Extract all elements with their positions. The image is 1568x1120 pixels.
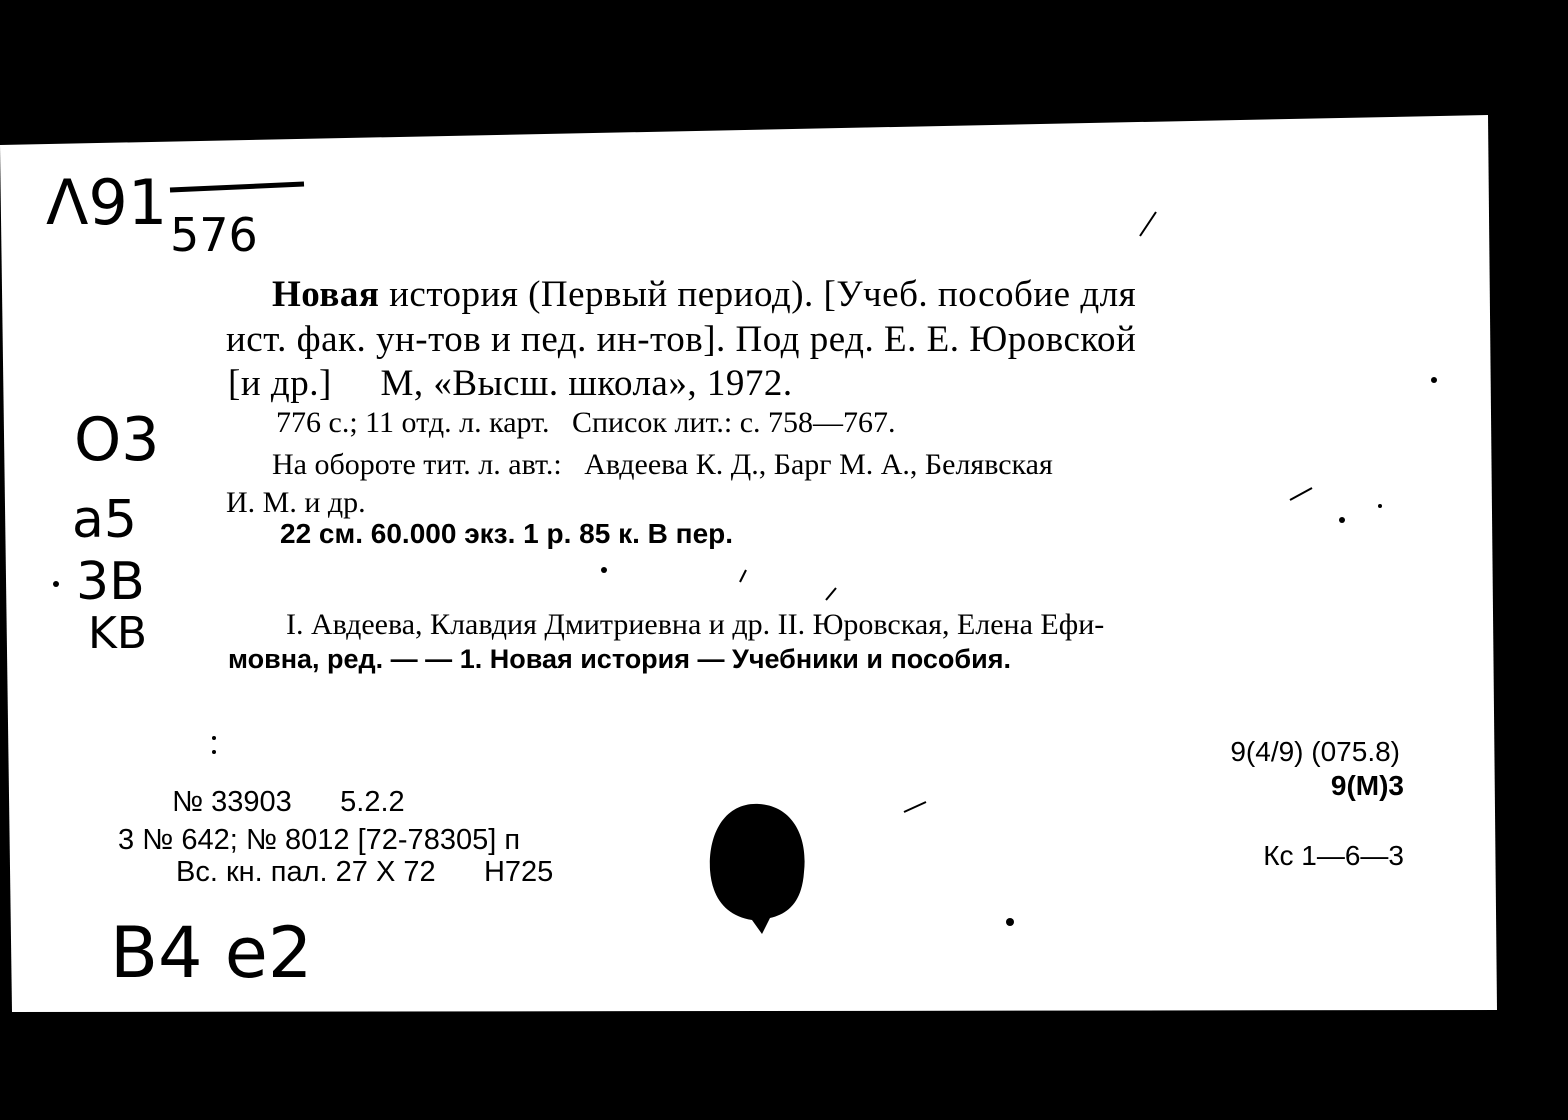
entry-line-2: ист. фак. ун-тов и пед. ин-тов]. Под ред. Е. Е. Юровской [226, 319, 1137, 360]
handwritten-bottom-code: B4 e2 [110, 912, 313, 994]
entry-line-5: На обороте тит. л. авт.: Авдеева К. Д., Барг М. А., Белявская [272, 448, 1053, 481]
entry-line-3: [и др.] М, «Высш. школа», 1972. [228, 363, 793, 404]
handwritten-o3: O3 [74, 405, 160, 475]
handwritten-3b: 3B [76, 552, 145, 612]
tracings-line-2: мовна, ред. — — 1. Новая история — Учебники и пособия. [228, 644, 1011, 674]
handwritten-a5: a5 [72, 490, 137, 550]
handwritten-kb: KB [88, 608, 148, 659]
stamp-line-1: № 33903 5.2.2 [172, 786, 405, 818]
handwritten-call-number: Λ91 [46, 166, 168, 239]
entry-line-6: И. М. и др. [226, 486, 366, 519]
entry-title-bold: Новая [272, 274, 380, 315]
entry-line-7: 22 см. 60.000 экз. 1 р. 85 к. В пер. [280, 518, 734, 549]
stamp-line-3: Вс. кн. пал. 27 X 72 Н725 [176, 856, 554, 888]
classification-bbk: 9(М)3 [1330, 770, 1404, 801]
tracings-line-1: I. Авдеева, Клавдия Дмитриевна и др. II. Юровская, Елена Ефи- [286, 608, 1105, 641]
handwritten-fraction-number: 576 [170, 208, 258, 262]
classification-udc: 9(4/9) (075.8) [1230, 736, 1400, 767]
entry-line-4: 776 с.; 11 отд. л. карт. Список лит.: с. 758—767. [276, 406, 896, 439]
stamp-line-2: 3 № 642; № 8012 [72-78305] п [118, 824, 521, 856]
classification-kc: Кс 1—6—3 [1263, 840, 1404, 871]
entry-title-rest: история (Первый период). [Учеб. пособие для [389, 274, 1137, 315]
